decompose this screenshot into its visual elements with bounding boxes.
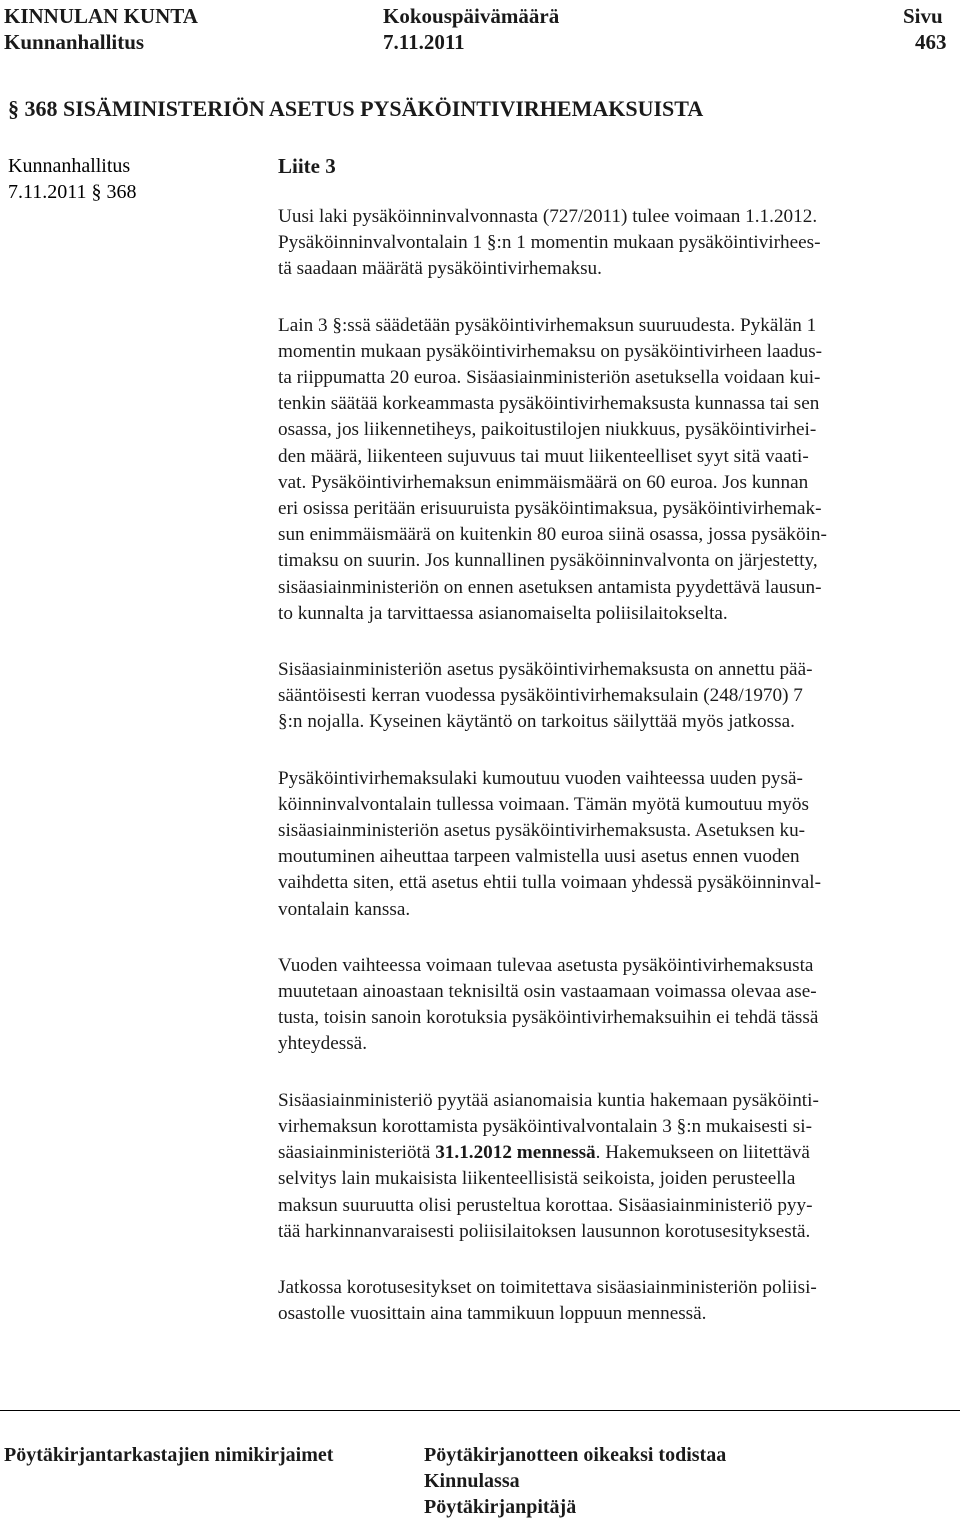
- footer-certify-label: Pöytäkirjanotteen oikeaksi todistaa: [424, 1444, 727, 1466]
- line: maksun suuruutta olisi perusteltua korottaa. Sisäasiainministeriö pyy-: [278, 1194, 813, 1216]
- body-name: Kunnanhallitus: [4, 30, 145, 54]
- footer-initials-label: Pöytäkirjantarkastajien nimikirjaimet: [4, 1444, 334, 1466]
- line: tenkin säätää korkeammasta pysäköintivirhemaksusta kunnassa tai sen: [278, 393, 820, 415]
- line: tä saadaan määrätä pysäköintivirhemaksu.: [278, 258, 602, 280]
- line: Lain 3 §:ssä säädetään pysäköintivirhemaksun suuruudesta. Pykälän 1: [278, 314, 817, 336]
- line: sääntöisesti kerran vuodessa pysäköintivirhemaksulain (248/1970) 7: [278, 685, 803, 707]
- footer-divider: [0, 1410, 960, 1411]
- line: vaihdetta siten, että asetus ehtii tulla voimaan yhdessä pysäköinninval-: [278, 872, 821, 894]
- line: sisäasiainministeriön on ennen asetuksen antamista pyydettävä lausun-: [278, 576, 822, 598]
- line: timaksu on suurin. Jos kunnallinen pysäköinninvalvonta on järjestetty,: [278, 550, 818, 572]
- line: §:n nojalla. Kyseinen käytäntö on tarkoitus säilyttää myös jatkossa.: [278, 711, 795, 733]
- line: sisäasiainministeriön asetus pysäköintivirhemaksusta. Asetuksen ku-: [278, 820, 806, 842]
- meeting-date-label: Kokouspäivämäärä: [383, 4, 560, 28]
- line: Vuoden vaihteessa voimaan tulevaa asetusta pysäköintivirhemaksusta: [278, 954, 814, 976]
- paragraph-4: [278, 766, 948, 923]
- paragraph-3: [278, 657, 948, 736]
- line: osastolle vuosittain aina tammikuun loppuun mennessä.: [278, 1303, 707, 1325]
- line: to kunnalta ja tarvittaessa asianomaiselta poliisilaitokselta.: [278, 602, 728, 624]
- line: den määrä, liikenteen sujuvuus tai muut liikenteelliset syyt sitä vaati-: [278, 445, 809, 467]
- line: tää harkinnanvaraisesti poliisilaitoksen lausunnon korotusesityksestä.: [278, 1220, 811, 1242]
- line: köinninvalvontalain tullessa voimaan. Tämän myötä kumoutuu myös: [278, 793, 809, 815]
- paragraph-5: [278, 953, 948, 1058]
- line: Pysäköinninvalvontalain 1 §:n 1 momentin mukaan pysäköintivirhees-: [278, 232, 821, 254]
- line: moutuminen aiheuttaa tarpeen valmistella uusi asetus ennen vuoden: [278, 846, 800, 868]
- line: yhteydessä.: [278, 1033, 367, 1055]
- footer-secretary-label: Pöytäkirjanpitäjä: [424, 1496, 577, 1518]
- line: [278, 1142, 810, 1163]
- line: muutetaan ainoastaan teknisiltä osin vastaamaan voimassa olevaa ase-: [278, 981, 817, 1003]
- page-label: Sivu: [903, 4, 943, 28]
- meta-reference: 7.11.2011 § 368: [8, 181, 137, 203]
- paragraph-6: [278, 1088, 948, 1245]
- document-body: [278, 204, 948, 1357]
- line: Pysäköintivirhemaksulaki kumoutuu vuoden vaihteessa uuden pysä-: [278, 767, 803, 789]
- deadline-date: 31.1.2012 mennessä: [435, 1142, 596, 1164]
- text: säasiainministeriötä: [278, 1142, 436, 1164]
- line: ta riippumatta 20 euroa. Sisäasiainministeriön asetuksella voidaan kui-: [278, 367, 821, 389]
- paragraph-7: [278, 1275, 948, 1327]
- line: osassa, jos liikennetiheys, paikoitustilojen niukkuus, pysäköintivirhei-: [278, 419, 817, 441]
- line: vontalain kanssa.: [278, 898, 411, 920]
- paragraph-1: [278, 204, 948, 283]
- line: Uusi laki pysäköinninvalvonnasta (727/2011) tulee voimaan 1.1.2012.: [278, 206, 818, 227]
- line: selvitys lain mukaisista liikenteellisistä seikoista, joiden perusteella: [278, 1168, 796, 1190]
- line: Sisäasiainministeriö pyytää asianomaisia kuntia hakemaan pysäköinti-: [278, 1089, 819, 1111]
- page-number: 463: [915, 30, 947, 54]
- meta-body: Kunnanhallitus: [8, 155, 131, 177]
- meeting-date: 7.11.2011: [383, 30, 465, 54]
- line: eri osissa peritään erisuuruista pysäköintimaksua, pysäköintivirhemak-: [278, 498, 822, 520]
- line: momentin mukaan pysäköintivirhemaksu on pysäköintivirheen laadus-: [278, 340, 823, 362]
- line: Sisäasiainministeriön asetus pysäköintivirhemaksusta on annettu pää-: [278, 659, 813, 681]
- text: . Hakemukseen on liitettävä: [595, 1142, 810, 1164]
- paragraph-2: [278, 313, 948, 627]
- line: Jatkossa korotusesitykset on toimitettava sisäasiainministeriön poliisi-: [278, 1276, 817, 1298]
- attachment-label: Liite 3: [278, 154, 336, 178]
- line: sun enimmäismäärä on kuitenkin 80 euroa siinä osassa, jossa pysäköin-: [278, 524, 827, 546]
- line: virhemaksun korottamista pysäköintivalvontalain 3 §:n mukaisesti si-: [278, 1115, 812, 1137]
- line: tusta, toisin sanoin korotuksia pysäköintivirhemaksuihin ei tehdä tässä: [278, 1007, 819, 1029]
- footer-place: Kinnulassa: [424, 1470, 520, 1492]
- line: vat. Pysäköintivirhemaksun enimmäismäärä on 60 euroa. Jos kunnan: [278, 471, 809, 493]
- municipality-name: KINNULAN KUNTA: [4, 4, 198, 28]
- section-title: § 368 SISÄMINISTERIÖN ASETUS PYSÄKÖINTIVIRHEMAKSUISTA: [8, 96, 704, 121]
